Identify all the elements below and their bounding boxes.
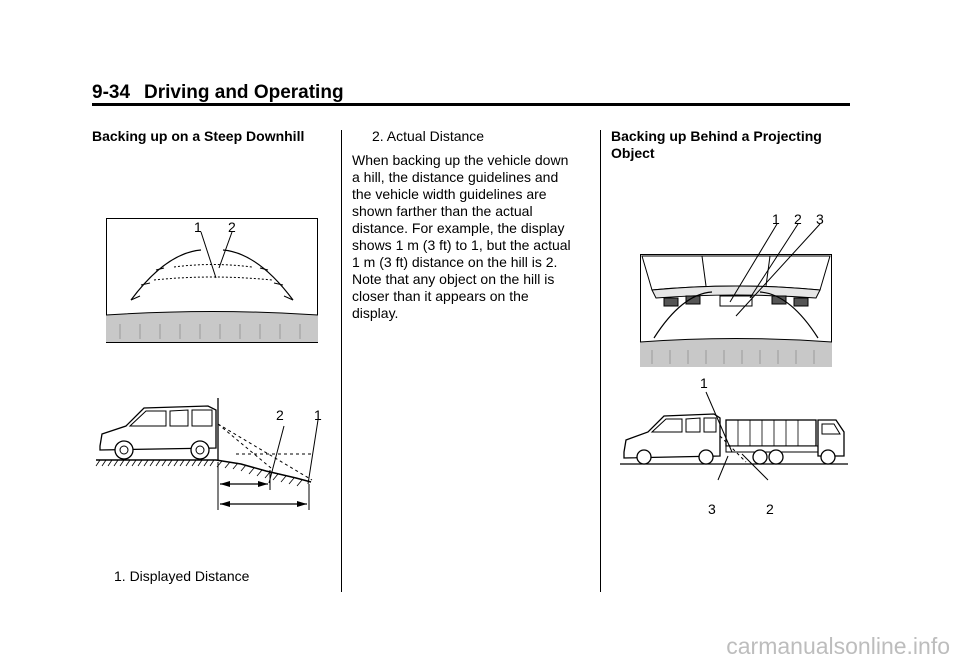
camera-callout-1: 1: [194, 219, 202, 235]
side-callout-1: 1: [700, 375, 708, 391]
camera-display-illustration-projecting: [640, 210, 832, 368]
vehicle-downhill-side-illustration: [96, 398, 326, 513]
camera-callout-3: 3: [816, 211, 824, 227]
page-header: [92, 82, 344, 104]
watermark: carmanualsonline.info: [726, 633, 950, 659]
side-callout-2: 2: [276, 407, 284, 423]
camera-callout-2: 2: [228, 219, 236, 235]
camera-callout-1: 1: [772, 211, 780, 227]
list-item-actual-distance: 2. Actual Distance: [372, 128, 485, 144]
camera-display-illustration-downhill: [106, 218, 318, 343]
side-callout-2: 2: [766, 501, 774, 517]
side-callout-3: 3: [708, 501, 716, 517]
side-callout-1: 1: [314, 407, 322, 423]
camera-callout-2: 2: [794, 211, 802, 227]
column-divider-1: [341, 130, 342, 592]
column-divider-2: [600, 130, 601, 592]
page-number: 9-34: [92, 82, 131, 103]
section-heading-steep-downhill: Backing up on a Steep Downhill: [92, 128, 305, 144]
section-heading-projecting-object: Backing up Behind a Projecting Object: [611, 128, 822, 161]
header-rule: [92, 103, 850, 106]
vehicle-behind-truck-side-illustration: [620, 376, 850, 516]
body-paragraph: When backing up the vehicle down a hill, the distance guidelines and the vehicle width guidelines are shown farther than the actual distance. For example, the display shows 1 m (3 ft) to 1, but the actual 1 m (3 ft) distance on the hill is 2. Note that any object on the hill is closer than it appears on the display.: [352, 152, 571, 321]
list-item-displayed-distance: 1. Displayed Distance: [114, 568, 250, 584]
section-title: Driving and Operating: [144, 82, 344, 103]
